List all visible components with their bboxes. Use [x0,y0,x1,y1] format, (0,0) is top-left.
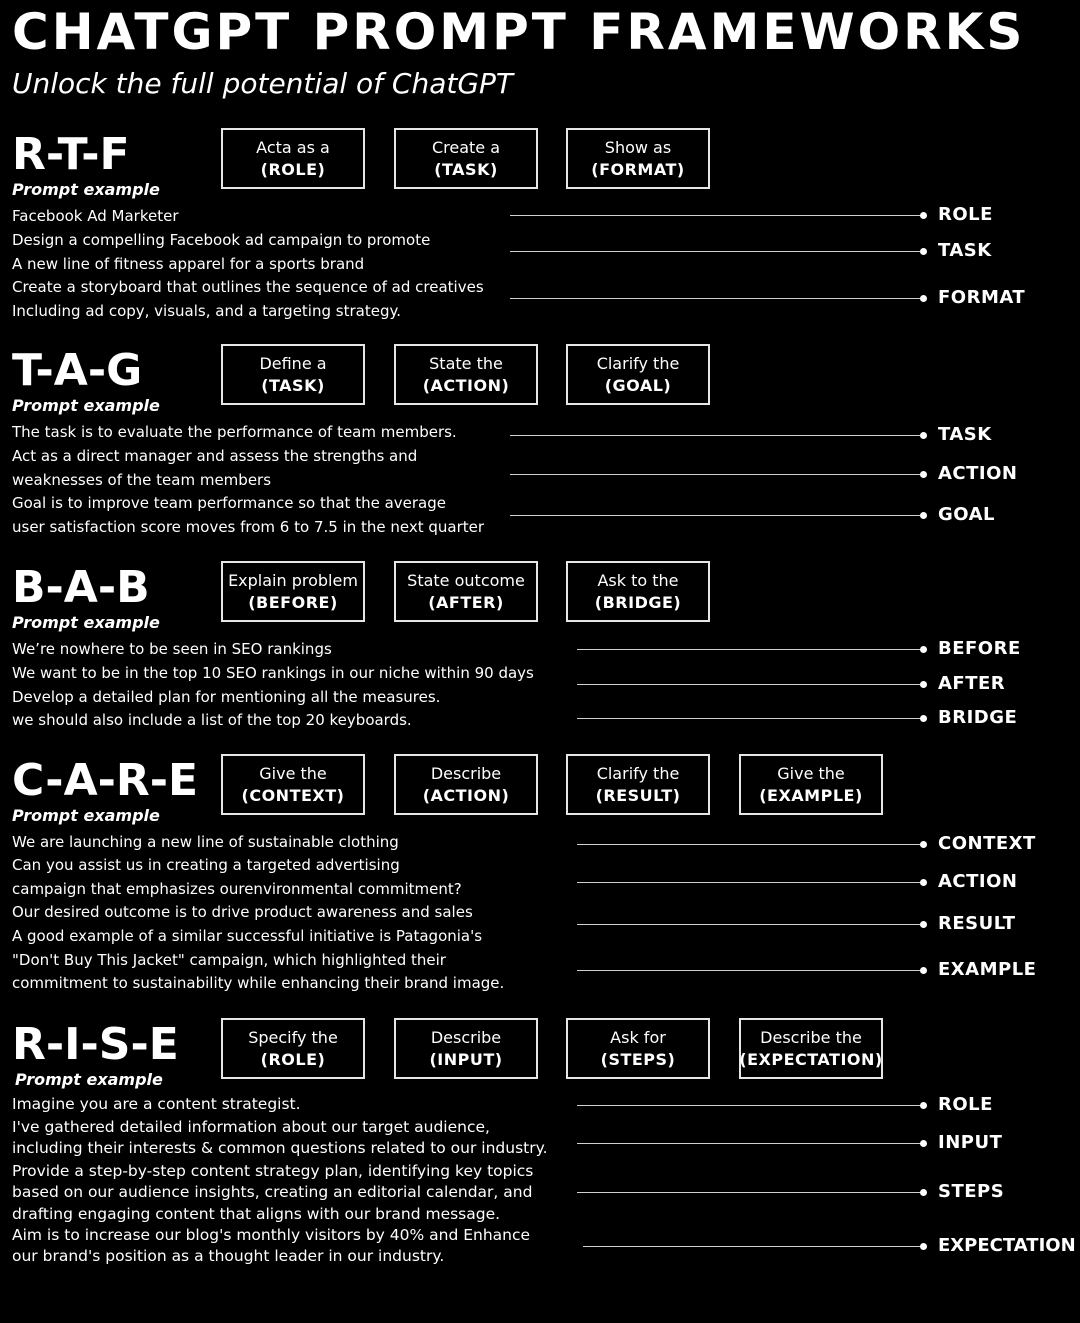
before-box [221,561,365,622]
example-line: Imagine you are a content strategist. [12,1095,301,1113]
context-box [221,754,365,815]
section-tag [0,344,1080,544]
box-bottom-text: (ACTION) [422,785,510,805]
component-label-bridge: BRIDGE [938,707,1018,728]
task-box [394,128,538,189]
box-bottom-text: (AFTER) [428,592,504,612]
component-label-result: RESULT [938,913,1016,934]
leader-line [577,684,924,685]
section-bab [0,561,1080,741]
component-label-example: EXAMPLE [938,959,1037,980]
example-line: The task is to evaluate the performance of team members. [12,423,457,441]
prompt-example-label: Prompt example [12,806,160,825]
example-line: Create a storyboard that outlines the sequence of ad creatives [12,278,484,296]
leader-line [510,298,924,299]
component-label-before: BEFORE [938,638,1021,659]
box-top-text: Specify the [248,1027,338,1047]
leader-line [510,251,924,252]
role-box [221,128,365,189]
box-top-text: Explain problem [228,570,358,590]
example-line: our brand's position as a thought leader in our industry. [12,1247,445,1265]
acronym-heading: B-A-B [12,562,150,613]
component-label-action: ACTION [938,463,1018,484]
format-box [566,128,710,189]
example-line: Including ad copy, visuals, and a targeting strategy. [12,302,401,320]
box-bottom-text: (TASK) [261,375,325,395]
prompt-example-label: Prompt example [12,613,160,632]
box-bottom-text: (ACTION) [422,375,510,395]
box-bottom-text: (GOAL) [604,375,672,395]
prompt-example-label: Prompt example [12,180,160,199]
input-box [394,1018,538,1079]
prompt-example-label: Prompt example [12,396,160,415]
component-label-action: ACTION [938,871,1018,892]
bridge-box [566,561,710,622]
box-top-text: State the [429,353,503,373]
leader-line [510,474,924,475]
component-label-task: TASK [938,240,992,261]
box-top-text: Describe the [760,1027,862,1047]
component-label-goal: GOAL [938,504,995,525]
expectation-box [739,1018,883,1079]
leader-line [577,1143,924,1144]
example-line: Goal is to improve team performance so that the average [12,494,446,512]
box-top-text: Acta as a [256,137,330,157]
box-top-text: Show as [604,137,672,157]
leader-line [577,718,924,719]
task-box [221,344,365,405]
leader-line [577,882,924,883]
example-line: We want to be in the top 10 SEO rankings in our niche within 90 days [12,664,534,682]
component-label-format: FORMAT [938,287,1026,308]
acronym-heading: R-T-F [12,129,130,180]
box-top-text: Define a [259,353,327,373]
component-label-steps: STEPS [938,1181,1005,1202]
example-line: Act as a direct manager and assess the strengths and [12,447,418,465]
example-line: A new line of fitness apparel for a sports brand [12,255,365,273]
example-line: "Don't Buy This Jacket" campaign, which highlighted their [12,951,446,969]
action-box [394,754,538,815]
box-bottom-text: (BEFORE) [248,592,338,612]
box-bottom-text: (BRIDGE) [594,592,682,612]
role-box [221,1018,365,1079]
example-line: Can you assist us in creating a targeted advertising [12,856,400,874]
box-top-text: State outcome [407,570,525,590]
example-line: Our desired outcome is to drive product awareness and sales [12,903,473,921]
example-line: Develop a detailed plan for mentioning all the measures. [12,688,441,706]
acronym-heading: C-A-R-E [12,755,199,806]
box-top-text: Clarify the [596,763,680,783]
box-bottom-text: (TASK) [434,159,498,179]
leader-line [577,844,924,845]
example-line: based on our audience insights, creating an editorial calendar, and [12,1183,533,1201]
leader-line [510,435,924,436]
example-line: including their interests & common questions related to our industry. [12,1139,548,1157]
component-label-task: TASK [938,424,992,445]
leader-line [577,970,924,971]
example-line: commitment to sustainability while enhancing their brand image. [12,974,505,992]
component-label-expectation: EXPECTATION [938,1235,1076,1256]
component-label-context: CONTEXT [938,833,1036,854]
component-label-role: ROLE [938,1094,993,1115]
example-line: We’re nowhere to be seen in SEO rankings [12,640,332,658]
leader-line [577,1105,924,1106]
example-line: Aim is to increase our blog's monthly visitors by 40% and Enhance [12,1226,531,1244]
section-rise [0,1018,1080,1278]
box-bottom-text: (INPUT) [429,1049,503,1069]
goal-box [566,344,710,405]
box-top-text: Describe [430,1027,502,1047]
box-top-text: Give the [259,763,327,783]
steps-box [566,1018,710,1079]
example-line: Provide a step-by-step content strategy plan, identifying key topics [12,1162,534,1180]
example-line: Design a compelling Facebook ad campaign to promote [12,231,431,249]
acronym-heading: T-A-G [12,345,143,396]
leader-line [577,649,924,650]
example-box [739,754,883,815]
box-bottom-text: (EXAMPLE) [759,785,863,805]
leader-line [583,1246,924,1247]
page-subtitle: Unlock the full potential of ChatGPT [12,67,514,100]
box-top-text: Give the [777,763,845,783]
box-top-text: Ask to the [597,570,679,590]
box-bottom-text: (EXPECTATION) [739,1049,883,1069]
acronym-heading: R-I-S-E [12,1019,179,1070]
example-line: weaknesses of the team members [12,471,272,489]
result-box [566,754,710,815]
box-top-text: Describe [430,763,502,783]
component-label-input: INPUT [938,1132,1003,1153]
page-title: CHATGPT PROMPT FRAMEWORKS [12,3,1026,61]
box-bottom-text: (STEPS) [600,1049,676,1069]
box-bottom-text: (ROLE) [260,159,326,179]
example-line: campaign that emphasizes ourenvironmental commitment? [12,880,462,898]
section-care [0,754,1080,1004]
example-line: drafting engaging content that aligns with our brand message. [12,1205,501,1223]
example-line: user satisfaction score moves from 6 to 7.5 in the next quarter [12,518,485,536]
example-line: We are launching a new line of sustainable clothing [12,833,399,851]
prompt-example-label: Prompt example [15,1070,163,1089]
after-box [394,561,538,622]
box-bottom-text: (CONTEXT) [241,785,345,805]
leader-line [577,924,924,925]
example-line: we should also include a list of the top 20 keyboards. [12,711,412,729]
box-bottom-text: (RESULT) [595,785,681,805]
component-label-role: ROLE [938,204,993,225]
box-bottom-text: (ROLE) [260,1049,326,1069]
box-top-text: Clarify the [596,353,680,373]
leader-line [510,215,924,216]
example-line: Facebook Ad Marketer [12,207,179,225]
example-line: I've gathered detailed information about our target audience, [12,1118,490,1136]
box-bottom-text: (FORMAT) [591,159,685,179]
component-label-after: AFTER [938,673,1006,694]
box-top-text: Create a [431,137,501,157]
section-rtf [0,128,1080,328]
leader-line [510,515,924,516]
box-top-text: Ask for [610,1027,666,1047]
action-box [394,344,538,405]
leader-line [577,1192,924,1193]
example-line: A good example of a similar successful initiative is Patagonia's [12,927,483,945]
